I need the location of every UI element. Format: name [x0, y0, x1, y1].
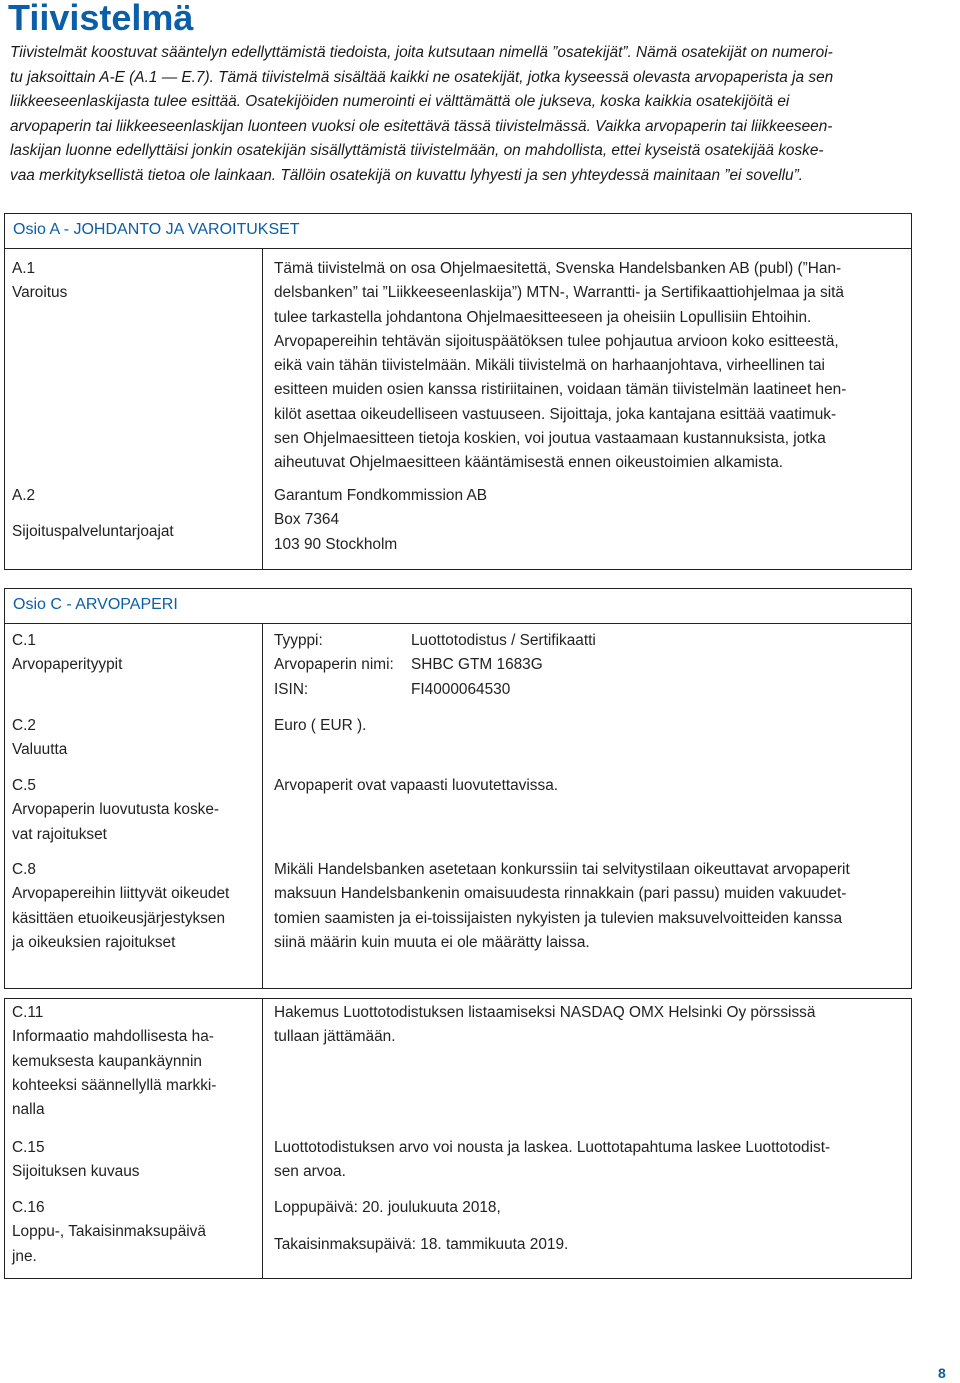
intro-line: tu jaksoittain A-E (A.1 — E.7). Tämä tiivistelmä sisältää kaikki ne osatekijät, jotka kyseessä olevasta arvopaperista ja sen [10, 68, 834, 86]
section-a-divider [262, 248, 263, 570]
c16-loppu: Loppupäivä: 20. joulukuuta 2018, [274, 1199, 501, 1216]
name-value: SHBC GTM 1683G [411, 656, 543, 674]
text-line: Mikäli Handelsbanken asetetaan konkurssiin tai selvitystilaan oikeuttavat arvopaperit [274, 861, 850, 878]
intro-line: liikkeeseenlaskijasta tulee esittää. Osatekijöiden numerointi ei välttämättä ole jukseva, koska kaikkia osatekijöitä ei [10, 93, 790, 110]
c11-title: Informaatio mahdollisesta ha- [12, 1028, 214, 1046]
isin-key: ISIN: [274, 680, 309, 698]
c5-label [12, 774, 248, 847]
a1-text [274, 257, 906, 476]
intro-line: laskijan luonne edellyttäisi jonkin osatekijän sisällyttämistä tiivistelmään, on mahdollista, ettei kyseistä osatekijää koske- [10, 142, 824, 159]
a1-title: Varoitus [12, 284, 68, 302]
section-a [4, 213, 914, 570]
page-number: 8 [938, 1365, 946, 1381]
c1-text [274, 629, 906, 702]
c8-id: C.8 [12, 861, 36, 878]
c8-title: Arvopapereihin liittyvät oikeudet [12, 885, 230, 903]
text-line: tomien saamisten ja ei-toissijaisten nykyisten ja tulevien maksuvelvoitteiden kanssa [274, 909, 843, 927]
section-c-divider-top [262, 623, 263, 989]
c15-label [12, 1136, 248, 1185]
c16-title: jne. [12, 1247, 37, 1265]
c11-title: kemuksesta kaupankäynnin [12, 1052, 202, 1070]
text-line: Arvopaperit ovat vapaasti luovutettavissa. [274, 777, 559, 794]
section-a-heading-box [4, 213, 912, 249]
a2-text [274, 484, 906, 557]
c16-id: C.16 [12, 1199, 45, 1216]
text-line: kilöt asettaa oikeudelliseen vastuuseen. Sijoittaja, joka kantajana esittää vaatimuk- [274, 405, 837, 423]
c2-id: C.2 [12, 717, 36, 734]
section-a-heading: Osio A - JOHDANTO JA VAROITUKSET [13, 221, 300, 238]
section-c-divider-bottom [262, 998, 263, 1279]
text-line: Arvopapereihin tehtävän sijoituspäätöksen tulee pohjautua arvioon koko esitteestä, [274, 332, 839, 350]
c8-title: ja oikeuksien rajoitukset [12, 933, 176, 951]
c8-title: käsittäen etuoikeusjärjestyksen [12, 909, 226, 927]
isin-value: FI4000064530 [411, 680, 511, 698]
text-line: sen Ohjelmaesitteen tietoja koskien, voi joutua vastaamaan kustannuksista, jotka [274, 430, 826, 448]
c2-label [12, 714, 248, 763]
type-value: Luottotodistus / Sertifikaatti [411, 632, 596, 649]
text-line: delsbanken” tai ”Liikkeeseenlaskija”) MTN-, Warrantti- ja Sertifikaattiohjelmaa ja sitä [274, 284, 844, 302]
page-title: Tiivistelmä [8, 0, 194, 38]
c5-text [274, 774, 906, 798]
c11-label [12, 1001, 248, 1122]
a1-label [12, 257, 248, 306]
c11-title: kohteeksi säännellyllä markki- [12, 1076, 217, 1094]
section-c-heading-box [4, 588, 912, 624]
c1-id: C.1 [12, 632, 36, 649]
text-line: aiheutuvat Ohjelmaesitteen kääntämisestä ennen oikeustoimien alkamista. [274, 454, 784, 472]
c16-label [12, 1196, 248, 1269]
name-row [274, 653, 906, 677]
type-row [274, 629, 906, 653]
a2-title: Sijoituspalveluntarjoajat [12, 523, 174, 540]
text-line: maksuun Handelsbankenin omaisuudesta rinnakkain (pari passu) muiden vakuudet- [274, 885, 847, 903]
type-key: Tyyppi: [274, 632, 323, 649]
a1-id: A.1 [12, 260, 36, 277]
text-line: Hakemus Luottotodistuksen listaamiseksi NASDAQ OMX Helsinki Oy pörssissä [274, 1004, 816, 1021]
c15-text [274, 1136, 906, 1185]
c8-text [274, 858, 906, 955]
text-line: Box 7364 [274, 511, 340, 529]
c15-id: C.15 [12, 1139, 45, 1156]
text-line: esitteen muiden osien kanssa ristiriitainen, voidaan tämän tiivistelmän laatineet hen- [274, 381, 847, 399]
isin-row [274, 678, 906, 702]
intro-line: arvopaperin tai liikkeeseenlaskijan luonteen vuoksi ole esitettävä tässä tiivistelmässä. Vaikka arvopaperin tai liikkeeseen- [10, 117, 833, 135]
c1-title: Arvopaperityypit [12, 656, 123, 674]
c5-title: vat rajoitukset [12, 825, 107, 843]
intro-paragraph [10, 41, 910, 188]
a2-id: A.2 [12, 487, 36, 504]
text-line: Tämä tiivistelmä on osa Ohjelmaesitettä, Svenska Handelsbanken AB (publ) (”Han- [274, 260, 842, 277]
text-line: sen arvoa. [274, 1163, 346, 1181]
text-line: tulee tarkastella johdantona Ohjelmaesitteeseen ja oheisiin Lopullisiin Ehtoihin. [274, 308, 812, 326]
text-line: Euro ( EUR ). [274, 717, 367, 734]
text-line: 103 90 Stockholm [274, 535, 398, 553]
c11-text [274, 1001, 906, 1050]
c2-text [274, 714, 906, 738]
intro-line: vaa merkityksellistä tietoa ole lainkaan. Tällöin osatekijä on kuvattu lyhyesti ja sen yhteydessä mainitaan ”ei sovellu”. [10, 166, 804, 184]
intro-line: Tiivistelmät koostuvat sääntelyn edellyttämistä tiedoista, joita kutsutaan nimellä ”osatekijät”. Nämä osatekijät on numeroi- [10, 44, 833, 61]
c8-label [12, 858, 248, 955]
text-line: Garantum Fondkommission AB [274, 487, 487, 504]
c11-title: nalla [12, 1101, 45, 1119]
c5-title: Arvopaperin luovutusta koske- [12, 801, 220, 819]
text-line: tullaan jättämään. [274, 1028, 396, 1046]
section-c-heading: Osio C - ARVOPAPERI [13, 596, 178, 613]
c16-title: Loppu-, Takaisinmaksupäivä [12, 1223, 206, 1241]
section-c [4, 588, 914, 1279]
c1-label [12, 629, 248, 678]
c5-id: C.5 [12, 777, 36, 794]
c16-takaisin: Takaisinmaksupäivä: 18. tammikuuta 2019. [274, 1236, 569, 1253]
c2-title: Valuutta [12, 741, 68, 759]
c15-title: Sijoituksen kuvaus [12, 1163, 140, 1181]
text-line: Luottotodistuksen arvo voi nousta ja laskea. Luottotapahtuma laskee Luottotodist- [274, 1139, 831, 1156]
text-line: eikä vain tähän tiivistelmään. Mikäli tiivistelmä on harhaanjohtava, virheellinen tai [274, 357, 825, 375]
name-key: Arvopaperin nimi: [274, 656, 394, 674]
c11-id: C.11 [12, 1004, 44, 1021]
text-line: siinä määrin kuin muuta ei ole määrätty laissa. [274, 933, 590, 951]
